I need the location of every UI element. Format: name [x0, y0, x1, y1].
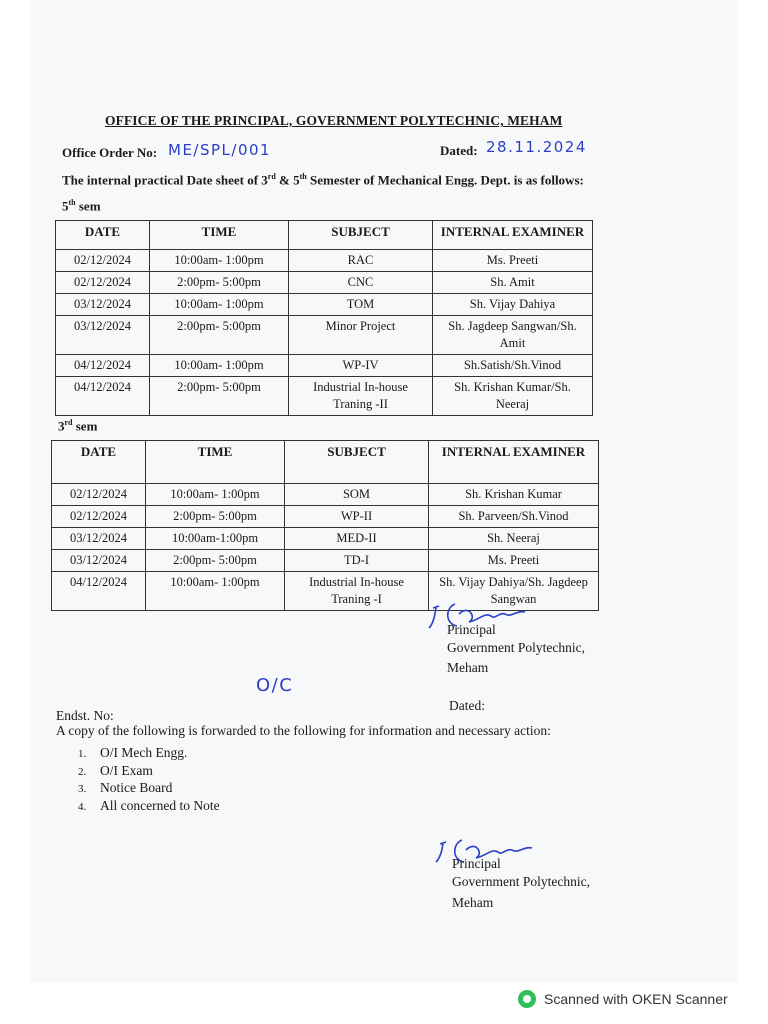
col-time: TIME — [150, 221, 289, 250]
table-row — [56, 250, 593, 272]
oc-handnote: O/C — [256, 675, 294, 696]
list-item: 1. O/I Mech Engg. — [78, 745, 188, 760]
table-row — [56, 272, 593, 294]
cell-subject: Industrial In-house Traning -II — [289, 377, 433, 416]
scanner-footer — [518, 990, 728, 1008]
cell-subject: TOM — [289, 294, 433, 316]
list-item: 3. Notice Board — [78, 780, 173, 795]
cell-examiner: Sh. Vijay Dahiya/Sh. Jagdeep Sangwan — [429, 572, 599, 611]
table-row — [56, 377, 593, 416]
table-row — [52, 550, 599, 572]
cell-time: 10:00am- 1:00pm — [146, 484, 285, 506]
table-row — [56, 316, 593, 355]
cell-examiner: Sh. Parveen/Sh.Vinod — [429, 506, 599, 528]
cell-time: 2:00pm- 5:00pm — [150, 272, 289, 294]
institution-place-2: Meham — [452, 895, 494, 910]
fifth-sem-label: 5th sem — [62, 198, 101, 214]
cell-time: 10:00am- 1:00pm — [150, 355, 289, 377]
fifth-sem-table — [55, 220, 593, 416]
col-subject: SUBJECT — [289, 221, 433, 250]
cell-time: 2:00pm- 5:00pm — [150, 316, 289, 355]
principal-title: Principal — [447, 622, 496, 637]
col-date: DATE — [52, 441, 146, 484]
third-sem-label: 3rd sem — [58, 418, 98, 434]
table-row — [52, 506, 599, 528]
cell-examiner: Sh. Neeraj — [429, 528, 599, 550]
table-row — [52, 484, 599, 506]
cell-examiner: Sh. Krishan Kumar/Sh. Neeraj — [433, 377, 593, 416]
cell-date: 02/12/2024 — [56, 272, 150, 294]
cell-examiner: Ms. Preeti — [429, 550, 599, 572]
cell-date: 02/12/2024 — [52, 506, 146, 528]
cell-date: 02/12/2024 — [56, 250, 150, 272]
cell-time: 2:00pm- 5:00pm — [146, 506, 285, 528]
col-examiner: INTERNAL EXAMINER — [433, 221, 593, 250]
table-header-row — [52, 441, 599, 484]
cell-examiner: Sh. Krishan Kumar — [429, 484, 599, 506]
cell-subject: Minor Project — [289, 316, 433, 355]
table-row — [56, 355, 593, 377]
order-no-label: Office Order No: — [62, 145, 158, 160]
cell-examiner: Sh. Vijay Dahiya — [433, 294, 593, 316]
cell-time: 10:00am- 1:00pm — [150, 294, 289, 316]
institution-name: Government Polytechnic, — [447, 640, 585, 655]
dated-handwritten: 28.11.2024 — [486, 138, 587, 156]
third-sem-table — [51, 440, 599, 611]
table-row — [56, 294, 593, 316]
cell-examiner: Ms. Preeti — [433, 250, 593, 272]
cell-subject: Industrial In-house Traning -I — [285, 572, 429, 611]
cell-subject: CNC — [289, 272, 433, 294]
col-date: DATE — [56, 221, 150, 250]
cell-time: 2:00pm- 5:00pm — [146, 550, 285, 572]
order-no-handwritten: ME/SPL/001 — [168, 141, 272, 159]
list-item: 4. All concerned to Note — [78, 797, 220, 813]
cell-subject: MED-II — [285, 528, 429, 550]
table-header-row — [56, 221, 593, 250]
col-examiner: INTERNAL EXAMINER — [429, 441, 599, 484]
cell-subject: WP-IV — [289, 355, 433, 377]
cell-time: 10:00am-1:00pm — [146, 528, 285, 550]
cell-examiner: Sh.Satish/Sh.Vinod — [433, 355, 593, 377]
cell-date: 04/12/2024 — [56, 355, 150, 377]
cell-date: 03/12/2024 — [52, 528, 146, 550]
list-item: 2. O/I Exam — [78, 762, 153, 778]
cell-date: 04/12/2024 — [56, 377, 150, 416]
cell-date: 03/12/2024 — [56, 316, 150, 355]
cell-date: 02/12/2024 — [52, 484, 146, 506]
dated-label: Dated: — [440, 143, 478, 158]
cell-time: 2:00pm- 5:00pm — [150, 377, 289, 416]
cell-subject: RAC — [289, 250, 433, 272]
table-row — [52, 528, 599, 550]
oken-logo-icon — [518, 990, 536, 1008]
endst-intro: A copy of the following is forwarded to the following for information and necessary action: — [56, 723, 551, 738]
cell-examiner: Sh. Amit — [433, 272, 593, 294]
cell-time: 10:00am- 1:00pm — [150, 250, 289, 272]
institution-name-2: Government Polytechnic, — [452, 874, 590, 889]
cell-subject: WP-II — [285, 506, 429, 528]
cell-date: 04/12/2024 — [52, 572, 146, 611]
endst-label: Endst. No: — [56, 708, 114, 723]
cell-time: 10:00am- 1:00pm — [146, 572, 285, 611]
intro-text: The internal practical Date sheet of 3rd & 5th Semester of Mechanical Engg. Dept. is as follows: — [62, 172, 584, 188]
office-title: OFFICE OF THE PRINCIPAL, GOVERNMENT POLYTECHNIC, MEHAM — [105, 113, 563, 128]
cell-date: 03/12/2024 — [56, 294, 150, 316]
cell-subject: TD-I — [285, 550, 429, 572]
distribution-list — [78, 745, 220, 815]
col-time: TIME — [146, 441, 285, 484]
cell-examiner: Sh. Jagdeep Sangwan/Sh. Amit — [433, 316, 593, 355]
institution-place: Meham — [447, 660, 489, 675]
scanner-footer-text: Scanned with OKEN Scanner — [544, 991, 728, 1007]
cell-date: 03/12/2024 — [52, 550, 146, 572]
endst-dated-label: Dated: — [449, 698, 485, 713]
col-subject: SUBJECT — [285, 441, 429, 484]
cell-subject: SOM — [285, 484, 429, 506]
principal-title-2: Principal — [452, 856, 501, 871]
